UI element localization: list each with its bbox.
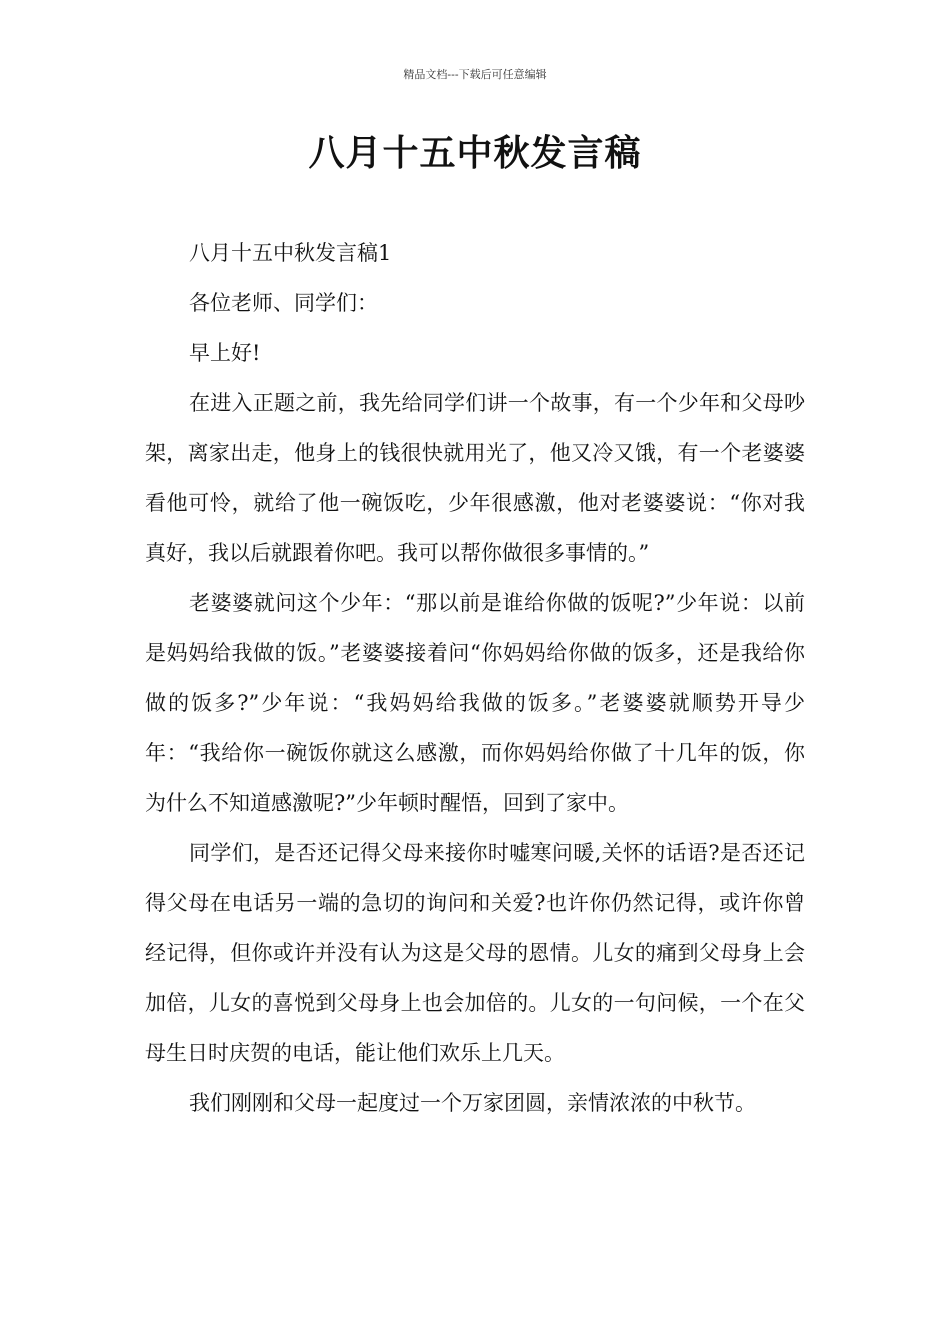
- document-body: [145, 228, 805, 1128]
- paragraph-dialogue: 老婆婆就问这个少年：“那以前是谁给你做的饭呢?”少年说：以前是妈妈给我做的饭。”老婆婆接着问“你妈妈给你做的饭多，还是我给你做的饭多?”少年说：“我妈妈给我做的饭多。”老婆婆就顺势开导少年：“我给你一碗饭你就这么感激，而你妈妈给你做了十几年的饭，你为什么不知道感激呢?”少年顿时醒悟，回到了家中。: [145, 591, 805, 815]
- paragraph-festival: 我们刚刚和父母一起度过一个万家团圆，亲情浓浓的中秋节。: [189, 1091, 756, 1115]
- paragraph-story: 在进入正题之前，我先给同学们讲一个故事，有一个少年和父母吵架，离家出走，他身上的钱很快就用光了，他又冷又饿，有一个老婆婆看他可怜，就给了他一碗饭吃，少年很感激，他对老婆婆说：“你对我真好，我以后就跟着你吧。我可以帮你做很多事情的。”: [145, 391, 805, 565]
- paragraph-salutation: 各位老师、同学们：: [189, 291, 378, 315]
- paragraph-greeting: 早上好!: [189, 341, 261, 365]
- paragraph-subtitle: 八月十五中秋发言稿1: [189, 241, 392, 265]
- paragraph-reflection: 同学们，是否还记得父母来接你时嘘寒问暖,关怀的话语?是否还记得父母在电话另一端的急切的询问和关爱?也许你仍然记得，或许你曾经记得，但你或许并没有认为这是父母的恩情。儿女的痛到父母身上会加倍，儿女的喜悦到父母身上也会加倍的。儿女的一句问候，一个在父母生日时庆贺的电话，能让他们欢乐上几天。: [145, 841, 805, 1065]
- document-title: 八月十五中秋发言稿: [308, 132, 642, 174]
- header-note: 精品文档---下载后可任意编辑: [403, 68, 547, 81]
